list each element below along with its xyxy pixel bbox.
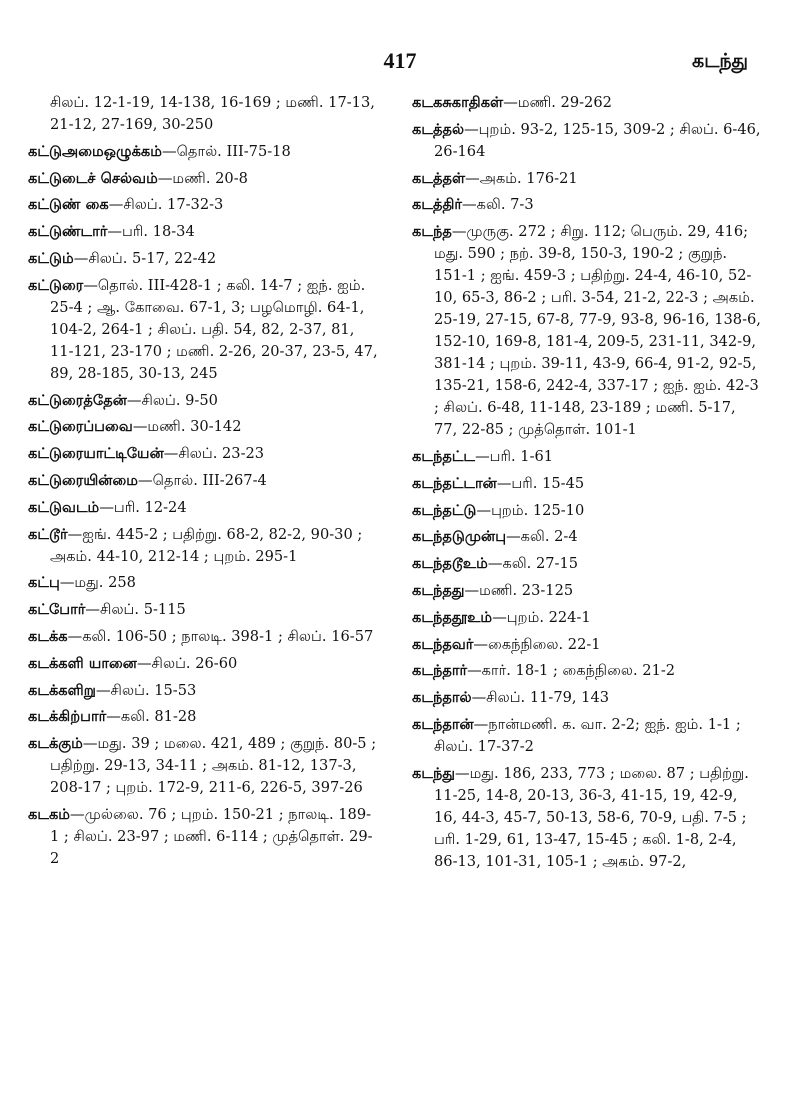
index-entry	[412, 714, 762, 758]
index-entry	[28, 524, 378, 568]
index-entry	[28, 275, 378, 385]
entry-dash: —	[132, 418, 148, 436]
entry-headword: கடந்தான்	[412, 715, 474, 733]
index-entry	[28, 733, 378, 799]
index-entry	[28, 390, 378, 412]
entry-dash: —	[59, 574, 75, 592]
entry-references: கலி. 27-15	[502, 555, 579, 573]
entry-references: கார். 18-1 ; கைந்நிலை. 21-2	[481, 662, 676, 680]
index-entry	[28, 653, 378, 675]
entry-headword: கடத்திர்	[412, 196, 463, 214]
entry-headword: கடந்ததூஉம்	[412, 608, 493, 626]
entry-dash: —	[454, 764, 470, 782]
index-entry	[412, 473, 762, 495]
index-entry	[28, 221, 378, 243]
index-entry	[412, 500, 762, 522]
index-entry	[28, 804, 378, 870]
entry-dash: —	[471, 689, 487, 707]
index-entry	[412, 580, 762, 602]
entry-dash: —	[492, 608, 507, 626]
index-entry	[28, 168, 378, 190]
index-entry	[28, 194, 378, 216]
entry-references: மணி. 20-8	[172, 169, 248, 187]
entry-references: சிலப். 5-115	[100, 601, 186, 619]
entry-headword: கடத்தல்	[412, 120, 465, 138]
entry-dash: —	[462, 196, 477, 214]
entry-dash: —	[476, 501, 492, 519]
entry-headword: கட்போர்	[28, 601, 86, 619]
entry-references: அகம். 176-21	[479, 169, 578, 187]
index-entry	[28, 248, 378, 270]
entry-headword: கட்டுரையின்மை	[28, 471, 139, 489]
running-head: கடந்து	[692, 50, 748, 72]
entry-headword: கடகசுகாதிகள்	[412, 94, 504, 111]
entry-headword: கடக்களிறு	[28, 681, 96, 699]
entry-headword: கடந்தவர்	[412, 635, 474, 653]
entry-headword: கடந்தது	[412, 581, 465, 599]
entry-dash: —	[163, 445, 179, 463]
entry-headword: கடக்க	[28, 627, 68, 645]
entry-references: பரி. 12-24	[113, 498, 187, 516]
entry-headword: கட்டுடைச் செல்வம்	[28, 169, 158, 187]
entry-dash: —	[108, 196, 124, 214]
entry-references: தொல். III-267-4	[152, 471, 267, 489]
entry-references: கலி. 2-4	[520, 528, 578, 546]
entry-headword: கட்டூர்	[28, 525, 68, 543]
entry-headword: கடக்களி யானை	[28, 654, 137, 672]
entry-references: சிலப். 15-53	[110, 681, 197, 699]
entry-dash: —	[506, 528, 521, 546]
entry-dash: —	[85, 601, 101, 619]
entry-references: பரி. 15-45	[511, 474, 585, 492]
entry-references: சிலப். 11-79, 143	[486, 689, 610, 707]
index-entry	[28, 572, 378, 594]
entry-references: நான்மணி. க. வா. 2-2; ஐந். ஐம். 1-1 ; சிலப். 17-37-2	[434, 715, 741, 755]
entry-dash: —	[95, 681, 111, 699]
entry-headword: கடந்தால்	[412, 689, 472, 707]
index-entry	[412, 687, 762, 709]
entry-dash: —	[73, 249, 89, 267]
index-entry	[28, 497, 378, 519]
index-entry	[412, 553, 762, 575]
index-entry	[412, 168, 762, 190]
entry-dash: —	[67, 627, 83, 645]
entry-headword: கடந்தட்ட	[412, 447, 476, 465]
index-entry	[28, 92, 378, 136]
index-entry	[412, 763, 762, 873]
right-column	[412, 92, 762, 878]
entry-dash: —	[157, 169, 173, 187]
entry-references: புறம். 125-10	[491, 501, 585, 519]
entry-references: மணி. 30-142	[147, 418, 242, 436]
entry-references: மது. 186, 233, 773 ; மலை. 87 ; பதிற்று. 11-25, 14-8, 20-13, 36-3, 41-15, 19, 42-9, 16, 44-3, 45-7, 50-13, 58-6, 70-9, பதி. 7-5 ; பரி. 1-29, 61, 13-47, 15-45 ; கலி. 1-8, 2-4, 86-13, 101-31, 105-1 ; அகம். 97-2,	[434, 764, 749, 870]
index-entry	[28, 470, 378, 492]
entry-references: சிலப். 23-23	[178, 445, 265, 463]
entry-headword: கடக்கிற்பார்	[28, 708, 107, 726]
entry-dash: —	[496, 474, 512, 492]
entry-headword: கடந்தடுமுன்பு	[412, 528, 507, 546]
left-column	[28, 92, 378, 875]
entry-dash: —	[99, 498, 114, 516]
entry-references: கலி. 81-28	[120, 708, 197, 726]
entry-dash: —	[82, 735, 98, 753]
entry-references: மணி. 23-125	[479, 581, 574, 599]
entry-dash: —	[487, 555, 503, 573]
index-entry	[412, 634, 762, 656]
entry-headword: கடந்தடூஉம்	[412, 555, 488, 573]
entry-headword: கட்டுண் கை	[28, 196, 109, 214]
entry-dash: —	[475, 447, 490, 465]
entry-dash: —	[67, 525, 83, 543]
entry-headword: கட்டுரைப்பவை	[28, 418, 133, 436]
entry-dash: —	[473, 635, 489, 653]
entry-headword: கடந்து	[412, 764, 455, 782]
entry-dash: —	[465, 169, 480, 187]
index-entry	[412, 221, 762, 441]
index-entry	[28, 680, 378, 702]
entry-references: புறம். 224-1	[506, 608, 591, 626]
entry-dash: —	[106, 708, 121, 726]
entry-dash: —	[467, 662, 482, 680]
entry-references: மணி. 29-262	[517, 94, 612, 111]
entry-dash: —	[451, 223, 467, 241]
entry-references: முருகு. 272 ; சிறு. 112; பெரும். 29, 416; மது. 590 ; நற். 39-8, 150-3, 190-2 ; குறுந். 151-1 ; ஐங். 459-3 ; பதிற்று. 24-4, 46-10, 52-10, 65-3, 86-2 ; பரி. 3-54, 21-2, 22-3 ; அகம். 25-19, 27-15, 67-8, 77-9, 93-8, 96-16, 138-6, 152-10, 169-8, 181-4, 209-5, 231-11, 342-9, 381-14 ; புறம். 39-11, 43-9, 66-4, 91-2, 92-5, 135-21, 158-6, 242-4, 337-17 ; ஐந். ஐம். 42-3 ; சிலப். 6-48, 11-148, 23-189 ; மணி. 5-17, 77, 22-85 ; முத்தொள். 101-1	[434, 223, 761, 439]
entry-references: சிலப். 5-17, 22-42	[88, 249, 217, 267]
index-entry	[412, 607, 762, 629]
entry-dash: —	[70, 805, 85, 823]
page-number: 417	[383, 48, 417, 73]
entry-headword: கட்டுரைத்தேன்	[28, 391, 127, 409]
entry-dash: —	[464, 581, 480, 599]
entry-references: கலி. 7-3	[476, 196, 534, 214]
index-entry	[28, 626, 378, 648]
index-entry	[412, 660, 762, 682]
index-entry	[28, 443, 378, 465]
index-entry	[412, 92, 762, 114]
entry-dash: —	[464, 120, 479, 138]
entry-dash: —	[107, 223, 123, 241]
index-entry	[28, 706, 378, 728]
index-entry	[412, 526, 762, 548]
entry-references: புறம். 93-2, 125-15, 309-2 ; சிலப். 6-46, 26-164	[434, 120, 761, 160]
entry-references: கைந்நிலை. 22-1	[488, 635, 601, 653]
entry-dash: —	[126, 391, 142, 409]
entry-headword: கட்டும்	[28, 249, 74, 267]
entry-references: தொல். III-75-18	[176, 142, 291, 160]
entry-references: சிலப். 12-1-19, 14-138, 16-169 ; மணி. 17-13, 21-12, 27-169, 30-250	[50, 94, 375, 133]
entry-references: மது. 39 ; மலை. 421, 489 ; குறுந். 80-5 ; பதிற்று. 29-13, 34-11 ; அகம். 81-12, 137-3, 208-17 ; புறம். 172-9, 211-6, 226-5, 397-26	[50, 735, 377, 797]
entry-headword: கடகம்	[28, 805, 71, 823]
index-entry	[412, 119, 762, 163]
entry-headword: கடந்தார்	[412, 662, 468, 680]
entry-headword: கட்டுவடம்	[28, 498, 100, 516]
entry-headword: கட்டுரையாட்டியேன்	[28, 445, 164, 463]
entry-dash: —	[161, 142, 177, 160]
entry-references: தொல். III-428-1 ; கலி. 14-7 ; ஐந். ஐம். 25-4 ; ஆ. கோவை. 67-1, 3; பழமொழி. 64-1, 104-2, 264-1 ; சிலப். பதி. 54, 82, 2-37, 81, 11-121, 23-170 ; மணி. 2-26, 20-37, 23-5, 47, 89, 28-185, 30-13, 245	[50, 276, 378, 382]
entry-headword: கடந்தட்டான்	[412, 474, 497, 492]
entry-dash: —	[83, 276, 98, 294]
entry-headword: கட்பு	[28, 574, 60, 592]
entry-references: கலி. 106-50 ; நாலடி. 398-1 ; சிலப். 16-57	[82, 627, 374, 645]
index-entry	[412, 446, 762, 468]
entry-references: ஐங். 445-2 ; பதிற்று. 68-2, 82-2, 90-30 ; அகம். 44-10, 212-14 ; புறம். 295-1	[50, 525, 363, 565]
entry-headword: கட்டுஅமைஒழுக்கம்	[28, 142, 162, 160]
entry-headword: கடக்கும்	[28, 735, 83, 753]
entry-dash: —	[473, 715, 489, 733]
entry-headword: கடத்தள்	[412, 169, 466, 187]
entry-references: முல்லை. 76 ; புறம். 150-21 ; நாலடி. 189-1 ; சிலப். 23-97 ; மணி. 6-114 ; முத்தொள். 29-2	[50, 805, 373, 867]
entry-headword: கடந்தட்டு	[412, 501, 477, 519]
entry-dash: —	[138, 471, 153, 489]
entry-references: சிலப். 17-32-3	[123, 196, 224, 214]
entry-headword: கடந்த	[412, 223, 452, 241]
entry-references: பரி. 1-61	[489, 447, 554, 465]
entry-dash: —	[503, 94, 518, 111]
index-entry	[28, 416, 378, 438]
entry-references: சிலப். 9-50	[141, 391, 218, 409]
entry-references: சிலப். 26-60	[151, 654, 238, 672]
index-entry	[412, 194, 762, 216]
entry-references: மது. 258	[74, 574, 136, 592]
entry-references: பரி. 18-34	[122, 223, 195, 241]
entry-dash: —	[136, 654, 152, 672]
index-entry	[28, 599, 378, 621]
entry-headword: கட்டுரை	[28, 276, 84, 294]
entry-headword: கட்டுண்டார்	[28, 223, 108, 241]
index-entry	[28, 141, 378, 163]
